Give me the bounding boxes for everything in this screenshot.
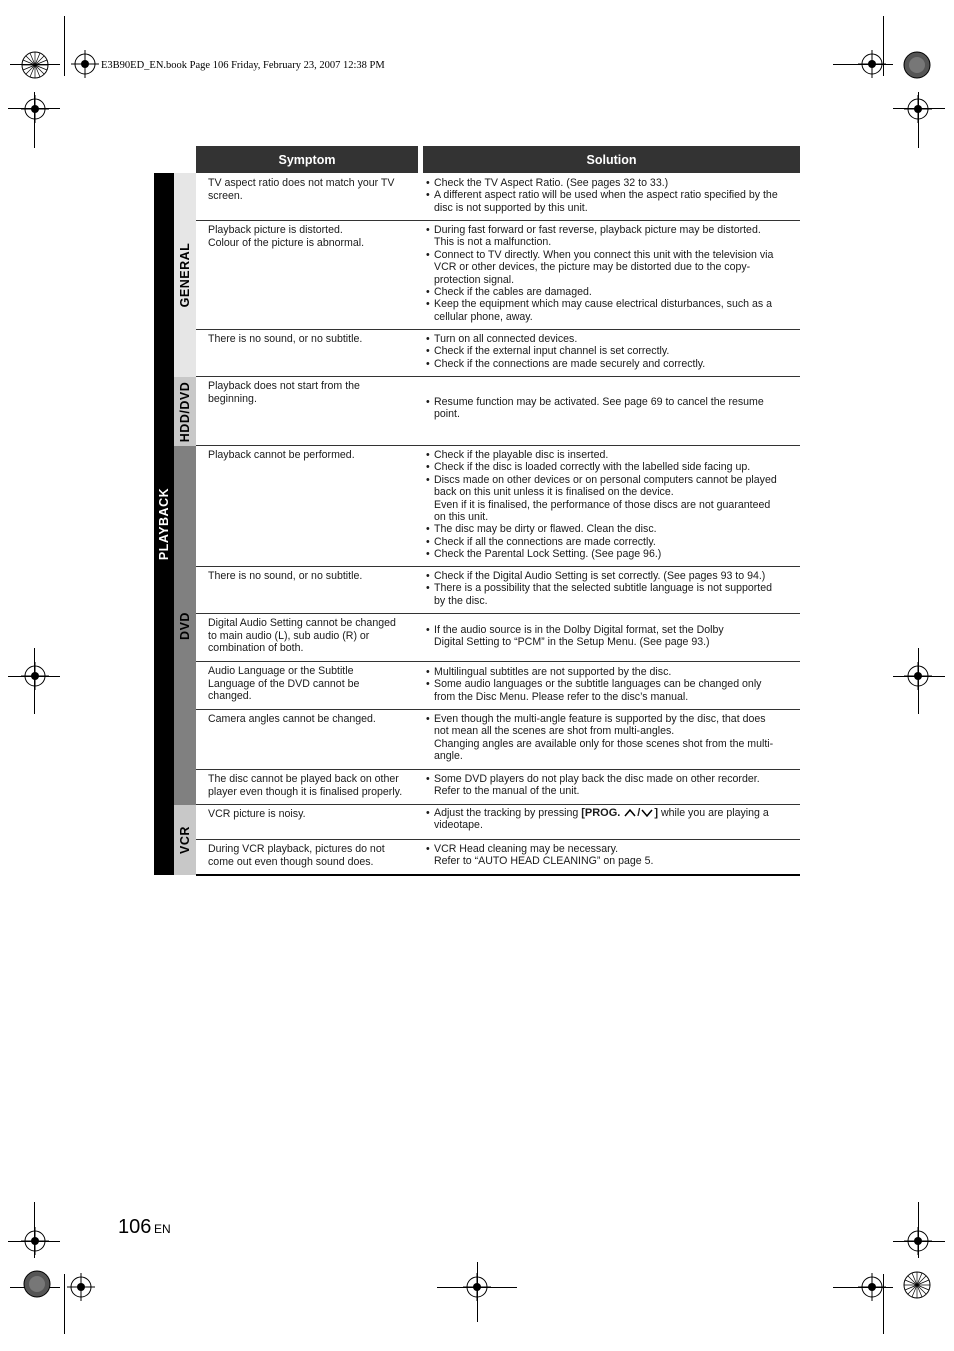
symptom-text: During VCR playback, pictures do not come out even though sound does. [208, 843, 385, 868]
registration-mark-icon [66, 1272, 96, 1302]
bullet-icon: • [426, 523, 430, 536]
solution-item [426, 358, 796, 370]
solution-text: Check if all the connections are made correctly. [434, 535, 656, 548]
bullet-icon: • [426, 286, 430, 299]
registration-mark-icon [903, 94, 933, 124]
table-row [196, 770, 800, 805]
solution-list [426, 333, 796, 370]
bullet-icon: • [426, 843, 430, 855]
page-number: 106 [118, 1216, 152, 1238]
solution-item [426, 536, 796, 548]
registration-mark-icon [20, 1226, 50, 1256]
solution-list [426, 713, 796, 763]
chevron-up-icon [623, 808, 637, 818]
bullet-icon: • [426, 449, 430, 461]
solution-text: Keep the equipment which may cause electrical disturbances, such as a cellular phone, away. [434, 298, 773, 323]
symptom-text: Playback picture is distorted. Colour of the picture is abnormal. [208, 224, 365, 249]
dvd-category-label: DVD [178, 611, 192, 640]
bullet-icon: • [426, 548, 430, 561]
table-row [196, 805, 800, 840]
table-row [196, 840, 800, 876]
solution-item [426, 474, 796, 524]
gray-registration-disc-icon [22, 1269, 52, 1299]
solution-text: Check if the connections are made securely and correctly. [434, 357, 706, 370]
table-row [196, 377, 800, 446]
chevron-down-icon [640, 808, 654, 818]
solution-item [426, 345, 796, 357]
solution-item [426, 807, 796, 832]
bullet-icon: • [426, 298, 430, 311]
bullet-icon: • [426, 224, 430, 236]
playback-category-label: PLAYBACK [157, 487, 171, 561]
bullet-icon: • [426, 248, 430, 261]
solution-item [426, 624, 796, 649]
solution-text: The disc may be dirty or flawed. Clean the disc. [434, 523, 657, 536]
symptom-text: Playback cannot be performed. [208, 449, 355, 461]
solution-column-header [423, 146, 800, 173]
vcr-category-label: VCR [178, 826, 192, 854]
bullet-icon: • [426, 773, 430, 785]
gray-registration-disc-icon [902, 50, 932, 80]
prog-button-separator: / [637, 807, 641, 819]
registration-mark-icon [903, 1226, 933, 1256]
bullet-icon: • [426, 582, 430, 595]
solution-item [426, 224, 796, 249]
table-row [196, 567, 800, 614]
solution-text: Check if the Digital Audio Setting is set correctly. (See pages 93 to 94.) [434, 570, 766, 582]
solution-item [426, 843, 796, 868]
vcr-category-bar [174, 805, 196, 875]
bullet-icon: • [426, 678, 430, 691]
bullet-icon: • [426, 345, 430, 358]
solution-text: VCR Head cleaning may be necessary. Refer to “AUTO HEAD CLEANING” on page 5. [434, 843, 654, 868]
hdd-dvd-category-label: HDD/DVD [178, 381, 192, 442]
solution-text: Check the Parental Lock Setting. (See page 96.) [434, 548, 662, 561]
bullet-icon: • [426, 189, 430, 202]
solution-item [426, 678, 796, 703]
solution-text: Multilingual subtitles are not supported by the disc. [434, 666, 672, 678]
symptom-text: Digital Audio Setting cannot be changed to main audio (L), sub audio (R) or combination of both. [208, 617, 396, 655]
bullet-icon: • [426, 177, 430, 189]
solution-item [426, 582, 796, 607]
solution-item [426, 249, 796, 286]
table-row [196, 446, 800, 567]
table-row [196, 221, 800, 330]
solution-list [426, 224, 796, 323]
registration-mark-icon [857, 1272, 887, 1302]
table-row [196, 330, 800, 377]
hdd-dvd-category-bar [174, 377, 196, 446]
solution-list [426, 177, 796, 214]
registration-mark-icon [20, 94, 50, 124]
solution-text: Some DVD players do not play back the disc made on other recorder. Refer to the manual of the unit. [434, 773, 760, 798]
solution-list [426, 624, 796, 649]
table-row [196, 662, 800, 710]
solution-text: Even though the multi-angle feature is supported by the disc, that does not mean all the scenes are shot from multi-angles. Changing angles are available only for those scenes shot from the multi- angle. [434, 713, 774, 763]
registration-mark-icon [857, 49, 887, 79]
bullet-icon: • [426, 666, 430, 678]
bullet-icon: • [426, 807, 430, 819]
symptom-text: Audio Language or the Subtitle Language of the DVD cannot be changed. [208, 665, 360, 703]
solution-list [426, 396, 796, 421]
prog-button-close: ] [654, 807, 659, 819]
bullet-icon: • [426, 357, 430, 370]
solution-item [426, 189, 796, 214]
prog-button-label: [PROG. [581, 807, 621, 819]
solution-item [426, 548, 796, 560]
solution-item [426, 286, 796, 298]
solution-item [426, 461, 796, 473]
solution-item [426, 523, 796, 535]
general-category-label: GENERAL [178, 242, 192, 308]
solution-list [426, 807, 796, 832]
solution-list [426, 449, 796, 561]
registration-mark-icon [70, 49, 100, 79]
solution-text: A different aspect ratio will be used when the aspect ratio specified by the disc is not supported by this unit. [434, 189, 778, 214]
print-header: E3B90ED_EN.book Page 106 Friday, February 23, 2007 12:38 PM [101, 60, 385, 71]
symptom-text: There is no sound, or no subtitle. [208, 333, 363, 345]
symptom-header-label: Symptom [278, 152, 336, 167]
solution-text: If the audio source is in the Dolby Digital format, set the Dolby Digital Setting to “PCM” in the Setup Menu. (See page 93.) [434, 624, 724, 649]
solution-text: Check the TV Aspect Ratio. (See pages 32 to 33.) [434, 177, 669, 189]
symptom-text: Camera angles cannot be changed. [208, 713, 376, 725]
tracking-instruction-text: while you are playing a videotape. [434, 807, 769, 832]
general-category-bar [174, 173, 196, 377]
symptom-text: Playback does not start from the beginning. [208, 380, 360, 405]
solution-text: There is a possibility that the selected subtitle language is not supported by the disc. [434, 582, 773, 607]
registration-mark-icon [902, 1270, 932, 1300]
solution-text: During fast forward or fast reverse, playback picture may be distorted. This is not a malfunction. [434, 224, 761, 249]
bullet-icon: • [426, 713, 430, 725]
solution-item [426, 177, 796, 189]
solution-text: Discs made on other devices or on personal computers cannot be played back on this unit unless it is finalised on the device. Even if it is finalised, the performance of those discs are not guaranteed on this unit. [434, 473, 777, 524]
solution-list [426, 773, 796, 798]
registration-mark-icon [20, 661, 50, 691]
bullet-icon: • [426, 473, 430, 486]
solution-text [434, 807, 796, 832]
bullet-icon: • [426, 333, 430, 345]
registration-mark-icon [20, 50, 50, 80]
solution-header-label: Solution [586, 152, 637, 167]
registration-mark-icon [462, 1272, 492, 1302]
playback-category-bar [154, 173, 174, 875]
solution-text: Some audio languages or the subtitle languages can be changed only from the Disc Menu. Please refer to the disc’s manual. [434, 678, 762, 703]
symptom-text: There is no sound, or no subtitle. [208, 570, 363, 582]
symptom-text: TV aspect ratio does not match your TV screen. [208, 177, 395, 202]
solution-item [426, 333, 796, 345]
solution-item [426, 298, 796, 323]
solution-item [426, 449, 796, 461]
table-row [196, 710, 800, 770]
solution-item [426, 396, 796, 421]
bullet-icon: • [426, 461, 430, 474]
solution-text: Check if the playable disc is inserted. [434, 449, 609, 461]
solution-text: Check if the cables are damaged. [434, 286, 592, 299]
solution-list [426, 843, 796, 868]
dvd-category-bar [174, 446, 196, 805]
bullet-icon: • [426, 396, 430, 408]
solution-item [426, 666, 796, 678]
solution-text: Resume function may be activated. See page 69 to cancel the resume point. [434, 396, 764, 421]
solution-list [426, 666, 796, 703]
registration-mark-icon [903, 661, 933, 691]
bullet-icon: • [426, 624, 430, 636]
solution-item [426, 570, 796, 582]
solution-text: Connect to TV directly. When you connect this unit with the television via VCR or other devices, the picture may be distorted due to the copy- protection signal. [434, 248, 774, 286]
table-row [196, 173, 800, 221]
solution-item [426, 713, 796, 763]
solution-text: Check if the external input channel is set correctly. [434, 345, 670, 358]
bullet-icon: • [426, 570, 430, 582]
solution-item [426, 773, 796, 798]
symptom-text: VCR picture is noisy. [208, 808, 306, 820]
page-language: EN [154, 1222, 171, 1236]
solution-list [426, 570, 796, 607]
symptom-column-header [196, 146, 418, 173]
solution-text: Check if the disc is loaded correctly with the labelled side facing up. [434, 461, 751, 474]
bullet-icon: • [426, 535, 430, 548]
tracking-instruction-text: Adjust the tracking by pressing [434, 807, 582, 819]
solution-text: Turn on all connected devices. [434, 333, 578, 345]
symptom-text: The disc cannot be played back on other player even though it is finalised properly. [208, 773, 403, 798]
table-row [196, 614, 800, 662]
